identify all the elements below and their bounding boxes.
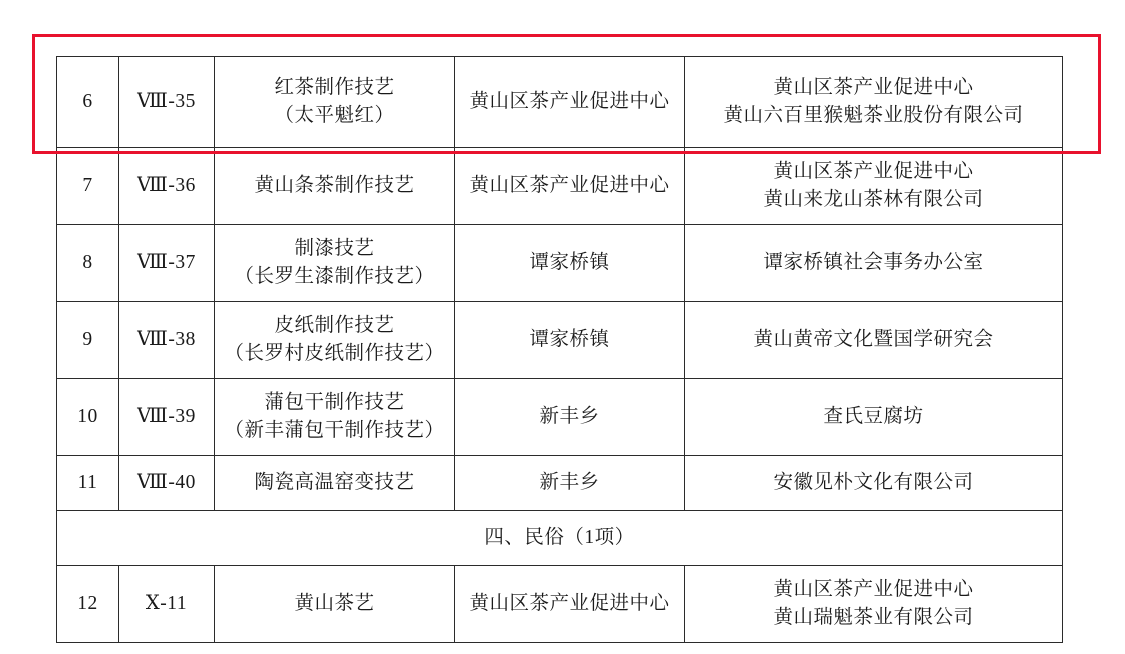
cell-unit: 黄山黄帝文化暨国学研究会 <box>685 302 1063 379</box>
cell-name: 制漆技艺 （长罗生漆制作技艺） <box>215 225 455 302</box>
cell-code: Ⅷ-37 <box>119 225 215 302</box>
cell-area: 谭家桥镇 <box>455 225 685 302</box>
cell-name: 蒲包干制作技艺 （新丰蒲包干制作技艺） <box>215 379 455 456</box>
cell-no: 7 <box>57 148 119 225</box>
cell-code: Ⅷ-36 <box>119 148 215 225</box>
cell-no: 10 <box>57 379 119 456</box>
table-row <box>57 225 1063 302</box>
cell-unit: 黄山区茶产业促进中心 黄山六百里猴魁茶业股份有限公司 <box>685 57 1063 148</box>
cell-unit: 黄山区茶产业促进中心 黄山来龙山茶林有限公司 <box>685 148 1063 225</box>
cell-no: 9 <box>57 302 119 379</box>
cell-area: 黄山区茶产业促进中心 <box>455 57 685 148</box>
cell-code: Ⅷ-35 <box>119 57 215 148</box>
cell-area: 黄山区茶产业促进中心 <box>455 148 685 225</box>
heritage-list-table <box>56 56 1063 643</box>
cell-name: 黄山茶艺 <box>215 566 455 643</box>
cell-area: 新丰乡 <box>455 379 685 456</box>
table-row <box>57 302 1063 379</box>
cell-area: 黄山区茶产业促进中心 <box>455 566 685 643</box>
cell-name: 皮纸制作技艺 （长罗村皮纸制作技艺） <box>215 302 455 379</box>
cell-area: 新丰乡 <box>455 456 685 511</box>
cell-code: Ⅹ-11 <box>119 566 215 643</box>
cell-unit: 黄山区茶产业促进中心 黄山瑞魁茶业有限公司 <box>685 566 1063 643</box>
cell-no: 6 <box>57 57 119 148</box>
cell-code: Ⅷ-39 <box>119 379 215 456</box>
table-row <box>57 148 1063 225</box>
cell-unit: 安徽见朴文化有限公司 <box>685 456 1063 511</box>
table-row <box>57 566 1063 643</box>
table-section-heading-row <box>57 511 1063 566</box>
table-row <box>57 379 1063 456</box>
cell-code: Ⅷ-38 <box>119 302 215 379</box>
cell-no: 11 <box>57 456 119 511</box>
cell-code: Ⅷ-40 <box>119 456 215 511</box>
cell-unit: 查氏豆腐坊 <box>685 379 1063 456</box>
cell-no: 12 <box>57 566 119 643</box>
section-heading: 四、民俗（1项） <box>57 511 1063 566</box>
cell-unit: 谭家桥镇社会事务办公室 <box>685 225 1063 302</box>
cell-no: 8 <box>57 225 119 302</box>
cell-area: 谭家桥镇 <box>455 302 685 379</box>
heritage-list-table-container <box>56 56 1062 643</box>
cell-name: 红茶制作技艺 （太平魁红） <box>215 57 455 148</box>
table-row <box>57 57 1063 148</box>
cell-name: 黄山条茶制作技艺 <box>215 148 455 225</box>
table-row <box>57 456 1063 511</box>
cell-name: 陶瓷高温窑变技艺 <box>215 456 455 511</box>
